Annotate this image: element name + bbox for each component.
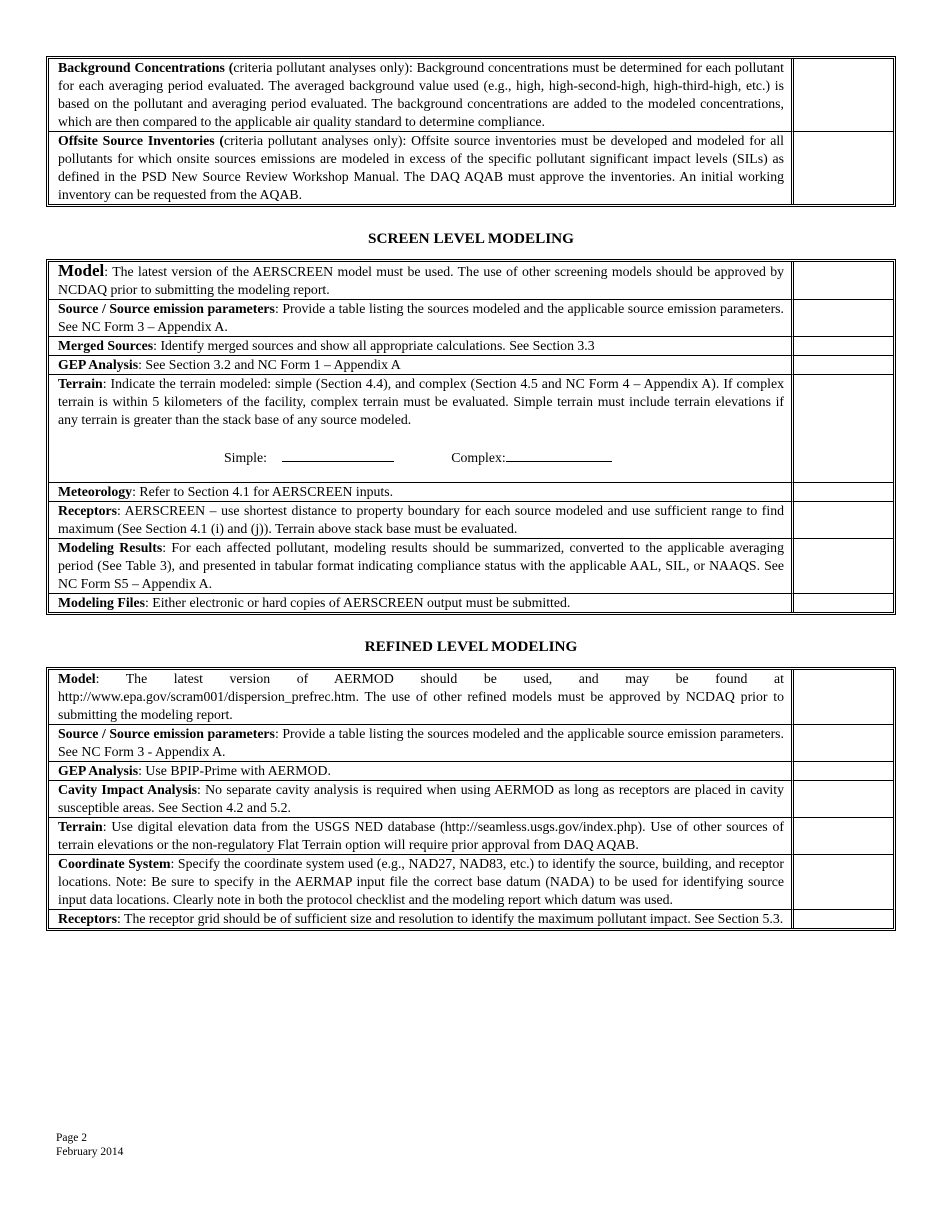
section-title-screen: SCREEN LEVEL MODELING	[368, 230, 574, 247]
checklist-row-terrain	[49, 818, 893, 855]
check-cell[interactable]	[794, 670, 893, 725]
row-lead: Background Concentrations (	[58, 60, 234, 75]
page-footer	[56, 1131, 123, 1159]
checklist-row-offsite-source-inventories	[49, 132, 893, 204]
row-text	[49, 483, 794, 502]
terrain-choice-line	[58, 447, 784, 467]
row-text	[49, 59, 794, 132]
complex-blank-field[interactable]	[506, 447, 612, 462]
checklist-row-cavity-impact	[49, 781, 893, 818]
simple-blank-field[interactable]	[282, 447, 394, 462]
row-body: : Provide a table listing the sources modeled and the applicable source emission parameters. See NC Form 3 – Appendix A.	[58, 301, 784, 334]
section-title-refined: REFINED LEVEL MODELING	[364, 638, 578, 655]
row-lead: Coordinate System	[58, 856, 171, 871]
check-cell[interactable]	[794, 59, 893, 132]
row-text	[49, 594, 794, 612]
check-cell[interactable]	[794, 855, 893, 910]
row-body: : Indicate the terrain modeled: simple (Section 4.4), and complex (Section 4.5 and NC Form 4 – Appendix A). If complex terrain is within 5 kilometers of the facility, complex terrain must be evaluated. Simple terrain must include terrain elevations if any terrain is greater than the stack base of any source modeled.	[58, 376, 784, 427]
revision-date: February 2014	[56, 1146, 124, 1158]
checklist-row-gep-analysis	[49, 762, 893, 781]
row-lead: Modeling Results	[58, 540, 163, 555]
check-cell[interactable]	[794, 483, 893, 502]
refined-checklist-table	[46, 667, 896, 931]
page-content	[46, 56, 896, 931]
checklist-row-terrain	[49, 375, 893, 483]
checklist-row-receptors	[49, 910, 893, 928]
check-cell[interactable]	[794, 337, 893, 356]
row-lead: Model	[58, 261, 105, 280]
checklist-row-modeling-results	[49, 539, 893, 594]
row-lead: Modeling Files	[58, 595, 145, 610]
checklist-row-background-concentrations	[49, 59, 893, 132]
check-cell[interactable]	[794, 762, 893, 781]
row-text	[49, 725, 794, 762]
row-body: : Specify the coordinate system used (e.g., NAD27, NAD83, etc.) to identify the source, building, and receptor locations. Note: Be sure to specify in the AERMAP input file the correct base datum (NADA) to be used for identifying source input data locations. Clearly note in both the protocol checklist and the modeling report which datum was used.	[58, 856, 784, 907]
check-cell[interactable]	[794, 132, 893, 204]
row-body: : Use digital elevation data from the USGS NED database (http://seamless.usgs.gov/index.php). Use of other sources of terrain elevations or the non-regulatory Flat Terrain option will require prior approval from DAQ AQAB.	[58, 819, 784, 852]
checklist-row-modeling-files	[49, 594, 893, 612]
page-number: Page 2	[56, 1132, 87, 1144]
check-cell[interactable]	[794, 910, 893, 928]
check-cell[interactable]	[794, 539, 893, 594]
row-lead: Terrain	[58, 819, 103, 834]
checklist-row-model	[49, 262, 893, 300]
top-checklist-table	[46, 56, 896, 207]
row-body: criteria pollutant analyses only): Background concentrations must be determined for each pollutant for each averaging period evaluated. The averaged background value used (e.g., high, high-second-high, high-third-high, etc.) is based on the pollutant and averaging period evaluated. The background concentrations are added to the modeled concentrations, which are then compared to the applicable air quality standard to determine compliance.	[58, 60, 784, 129]
row-body: : Either electronic or hard copies of AERSCREEN output must be submitted.	[145, 595, 571, 610]
row-lead: Model	[58, 671, 96, 686]
row-text	[49, 910, 794, 928]
row-lead: Terrain	[58, 376, 103, 391]
row-body: : See Section 3.2 and NC Form 1 – Appendix A	[138, 357, 401, 372]
simple-label: Simple:	[224, 450, 267, 465]
row-body: : AERSCREEN – use shortest distance to property boundary for each source modeled and use sufficient range to find maximum (See Section 4.1 (i) and (j)). Terrain above stack base must be evaluated.	[58, 503, 784, 536]
complex-label: Complex:	[451, 450, 506, 465]
row-text	[49, 262, 794, 300]
row-lead: GEP Analysis	[58, 357, 139, 372]
row-body: : Identify merged sources and show all appropriate calculations. See Section 3.3	[153, 338, 595, 353]
checklist-row-merged-sources	[49, 337, 893, 356]
row-body: : The receptor grid should be of sufficient size and resolution to identify the maximum pollutant impact. See Section 5.3.	[117, 911, 784, 926]
check-cell[interactable]	[794, 594, 893, 612]
checklist-row-meteorology	[49, 483, 893, 502]
row-body: criteria pollutant analyses only): Offsite source inventories must be developed and modeled for all pollutants for which onsite sources emissions are modeled in excess of the specific pollutant significant impact levels (SILs) as defined in the PSD New Source Review Workshop Manual. The DAQ AQAB must approve the inventories. An initial working inventory can be requested from the AQAB.	[58, 133, 784, 202]
row-lead: Receptors	[58, 503, 117, 518]
row-body: : The latest version of the AERSCREEN model must be used. The use of other screening models should be approved by NCDAQ prior to submitting the modeling report.	[58, 264, 784, 297]
check-cell[interactable]	[794, 725, 893, 762]
check-cell[interactable]	[794, 375, 893, 483]
row-body: : Refer to Section 4.1 for AERSCREEN inputs.	[132, 484, 394, 499]
row-text	[49, 337, 794, 356]
row-text	[49, 356, 794, 375]
row-text	[49, 502, 794, 539]
checklist-row-model	[49, 670, 893, 725]
checklist-row-coordinate-system	[49, 855, 893, 910]
row-body: : The latest version of AERMOD should be used, and may be found at http://www.epa.gov/scram001/dispersion_prefrec.htm. The use of other refined models must be approved by NCDAQ prior to submitting the modeling report.	[58, 671, 784, 722]
row-text	[49, 539, 794, 594]
row-lead: Cavity Impact Analysis	[58, 782, 197, 797]
row-lead: Source / Source emission parameters	[58, 301, 275, 316]
row-lead: Offsite Source Inventories (	[58, 133, 225, 148]
checklist-row-source-parameters	[49, 300, 893, 337]
row-text	[49, 762, 794, 781]
check-cell[interactable]	[794, 818, 893, 855]
row-text	[49, 670, 794, 725]
row-text	[49, 781, 794, 818]
checklist-row-gep-analysis	[49, 356, 893, 375]
checklist-row-receptors	[49, 502, 893, 539]
row-body: : Provide a table listing the sources modeled and the applicable source emission parameters. See NC Form 3 - Appendix A.	[58, 726, 784, 759]
check-cell[interactable]	[794, 356, 893, 375]
row-text	[49, 132, 794, 204]
row-body: : For each affected pollutant, modeling results should be summarized, converted to the applicable averaging period (See Table 3), and presented in tabular format indicating compliance status with the applicable AAL, SIL, or NAAQS. See NC Form S5 – Appendix A.	[58, 540, 784, 591]
row-text	[49, 818, 794, 855]
row-lead: GEP Analysis	[58, 763, 139, 778]
row-body: : Use BPIP-Prime with AERMOD.	[138, 763, 331, 778]
checklist-row-source-parameters	[49, 725, 893, 762]
row-text	[49, 855, 794, 910]
check-cell[interactable]	[794, 262, 893, 300]
row-lead: Meteorology	[58, 484, 133, 499]
row-lead: Receptors	[58, 911, 117, 926]
row-text	[49, 375, 794, 483]
row-body: : No separate cavity analysis is required when using AERMOD as long as receptors are placed in cavity susceptible areas. See Section 4.2 and 5.2.	[58, 782, 784, 815]
check-cell[interactable]	[794, 502, 893, 539]
check-cell[interactable]	[794, 300, 893, 337]
row-lead: Merged Sources	[58, 338, 154, 353]
check-cell[interactable]	[794, 781, 893, 818]
row-text	[49, 300, 794, 337]
screen-checklist-table	[46, 259, 896, 615]
row-lead: Source / Source emission parameters	[58, 726, 275, 741]
